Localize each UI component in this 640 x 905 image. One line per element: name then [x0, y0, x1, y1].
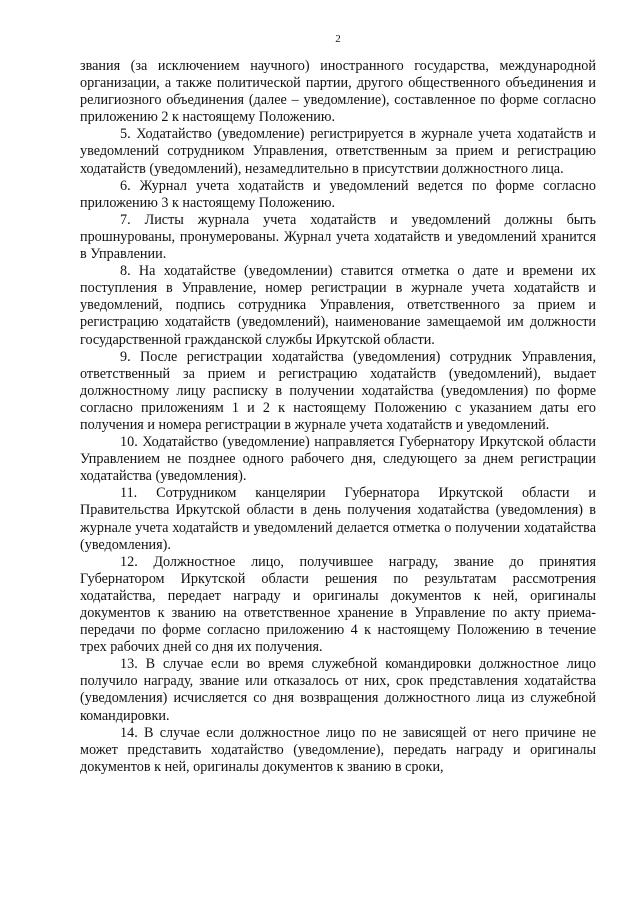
paragraph-12: 12. Должностное лицо, получившее награду, звание до принятия Губернатором Иркутской области решения по результатам рассмотрения ходатайства, передает награду и оригиналы документов к ней, оригиналы документов к званию на ответственное хранение в Управление по акту приема-передачи по форме согласно приложению 4 к настоящему Положению в течение трех рабочих дней со дня их получения. [80, 553, 596, 656]
paragraph-7: 7. Листы журнала учета ходатайств и уведомлений должны быть прошнурованы, пронумерованы. Журнал учета ходатайств и уведомлений хранится в Управлении. [80, 211, 596, 263]
paragraph-6: 6. Журнал учета ходатайств и уведомлений ведется по форме согласно приложению 3 к настоящему Положению. [80, 177, 596, 211]
paragraph-11: 11. Сотрудником канцелярии Губернатора Иркутской области и Правительства Иркутской области в день получения ходатайства (уведомления) в журнале учета ходатайств и уведомлений делается отметка о получении ходатайства (уведомления). [80, 485, 596, 553]
paragraph-8: 8. На ходатайстве (уведомлении) ставится отметка о дате и времени их поступления в Управление, номер регистрации в журнале учета ходатайств и уведомлений, подпись сотрудника Управления, ответственного за прием и регистрацию ходатайств (уведомлений), наименование замещаемой им должности государственной гражданской службы Иркутской области. [80, 263, 596, 348]
paragraph-continuation: звания (за исключением научного) иностранного государства, международной организации, а также политической партии, другого общественного объединения и религиозного объединения (далее – уведомление), составленное по форме согласно приложению 2 к настоящему Положению. [80, 58, 596, 126]
paragraph-5: 5. Ходатайство (уведомление) регистрируется в журнале учета ходатайств и уведомлений сотрудником Управления, ответственным за прием и регистрацию ходатайств (уведомлений), незамедлительно в присутствии должностного лица. [80, 126, 596, 177]
paragraph-14: 14. В случае если должностное лицо по не зависящей от него причине не может представить ходатайство (уведомление), передать награду и оригиналы документов к ней, оригиналы документов к званию в сроки, [80, 724, 596, 775]
paragraph-10: 10. Ходатайство (уведомление) направляется Губернатору Иркутской области Управлением не позднее одного рабочего дня, следующего за днем регистрации ходатайства (уведомления). [80, 434, 596, 485]
paragraph-9: 9. После регистрации ходатайства (уведомления) сотрудник Управления, ответственный за прием и регистрацию ходатайств (уведомлений), выдает должностному лицу расписку в получении ходатайства (уведомления) по форме согласно приложениям 1 и 2 к настоящему Положению с указанием даты его получения и номера регистрации в журнале учета ходатайств и уведомлений. [80, 348, 596, 433]
page-number: 2 [335, 33, 341, 45]
paragraph-13: 13. В случае если во время служебной командировки должностное лицо получило награду, звание или отказалось от них, срок представления ходатайства (уведомления) исчисляется со дня возвращения должностного лица из служебной командировки. [80, 656, 596, 724]
